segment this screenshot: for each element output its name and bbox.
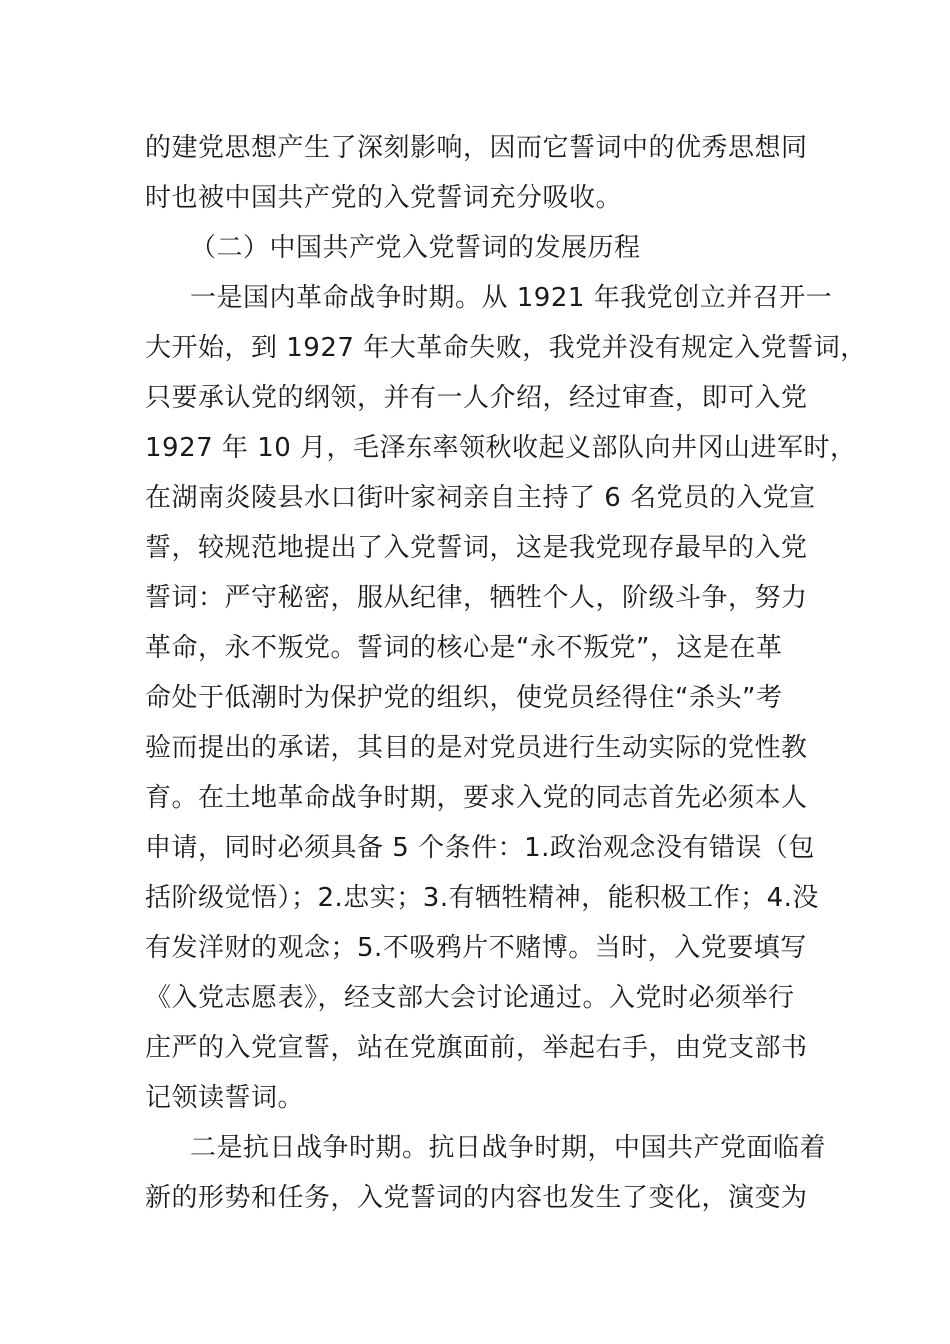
text-line: 时也被中国共产党的入党誓词充分吸收。 — [145, 183, 623, 213]
text-line: 只要承认党的纲领，并有一人介绍，经过审查，即可入党 — [145, 383, 808, 413]
text-line: 《入党志愿表》，经支部大会讨论通过。入党时必须举行 — [145, 983, 795, 1013]
section-heading: （二）中国共产党入党誓词的发展历程 — [190, 233, 641, 263]
text-line: 在湖南炎陵县水口街叶家祠亲自主持了 6 名党员的入党宣 — [145, 483, 816, 513]
text-line: 革命，永不叛党。誓词的核心是“永不叛党”，这是在革 — [145, 633, 783, 663]
text-line: 1927 年 10 月，毛泽东率领秋收起义部队向井冈山进军时， — [145, 433, 857, 463]
text-line: 命处于低潮时为保护党的组织，使党员经得住“杀头”考 — [145, 683, 783, 713]
text-line: 誓，较规范地提出了入党誓词，这是我党现存最早的入党 — [145, 533, 808, 563]
text-line: 括阶级觉悟）；2.忠实；3.有牺牲精神，能积极工作；4.没 — [145, 883, 819, 913]
text-line: 一是国内革命战争时期。从 1921 年我党创立并召开一 — [190, 283, 833, 313]
text-line: 庄严的入党宣誓，站在党旗面前，举起右手，由党支部书 — [145, 1033, 808, 1063]
text-line: 大开始，到 1927 年大革命失败，我党并没有规定入党誓词， — [145, 333, 867, 363]
text-line: 有发洋财的观念；5.不吸鸦片不赌博。当时，入党要填写 — [145, 933, 807, 963]
text-line: 申请，同时必须具备 5 个条件：1.政治观念没有错误（包 — [145, 833, 815, 863]
text-line: 新的形势和任务，入党誓词的内容也发生了变化，演变为 — [145, 1183, 808, 1213]
text-line: 育。在土地革命战争时期，要求入党的同志首先必须本人 — [145, 783, 808, 813]
text-line: 记领读誓词。 — [145, 1083, 305, 1113]
text-line: 的建党思想产生了深刻影响，因而它誓词中的优秀思想同 — [145, 133, 808, 163]
text-line: 验而提出的承诺，其目的是对党员进行生动实际的党性教 — [145, 733, 808, 763]
text-line: 誓词：严守秘密，服从纪律，牺牲个人，阶级斗争，努力 — [145, 583, 808, 613]
text-line: 二是抗日战争时期。抗日战争时期，中国共产党面临着 — [190, 1133, 827, 1163]
